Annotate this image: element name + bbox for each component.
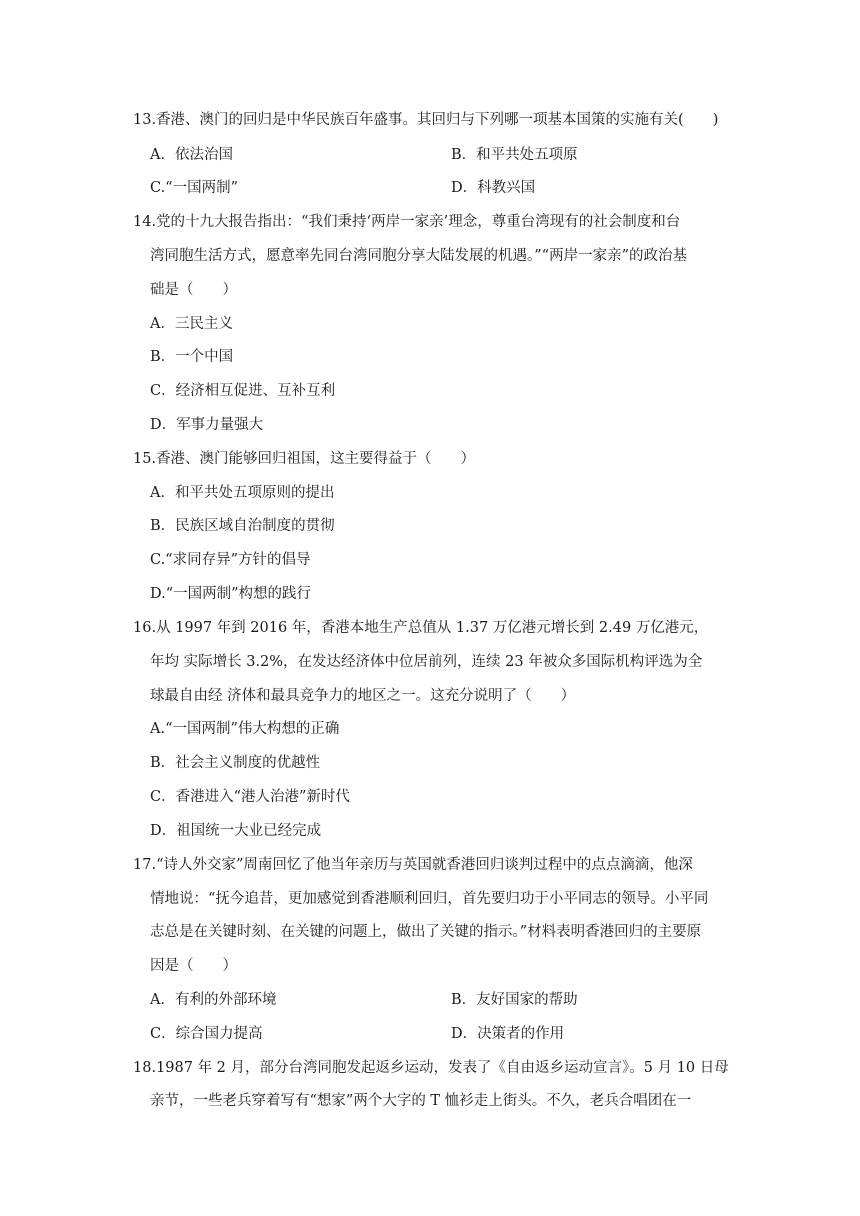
question-14-text-1: 党的十九大报告指出：“我们秉持‘两岸一家亲’理念，尊重台湾现有的社会制度和台 <box>156 214 681 230</box>
question-18-stem <box>133 1058 729 1078</box>
question-13-option-d: D．科教兴国 <box>451 180 536 196</box>
question-16-text-1: 从 1997 年到 2016 年，香港本地生产总值从 1.37 万亿港元增长到 2.49 万亿港元， <box>156 620 709 636</box>
question-17-stem <box>133 855 693 875</box>
question-13-option-c: C.“一国两制” <box>150 180 239 196</box>
question-16-option-c: C．香港进入“港人治港”新时代 <box>150 789 350 805</box>
question-14-stem <box>133 212 680 232</box>
question-14-option-b: B．一个中国 <box>150 349 234 365</box>
question-18-text-2: 亲节，一些老兵穿着写有“想家”两个大字的 T 恤衫走上街头。不久，老兵合唱团在一 <box>150 1093 692 1109</box>
question-16-option-a: A.“一国两制”伟大构想的正确 <box>150 721 340 737</box>
question-14-option-c: C．经济相互促进、互补互利 <box>150 383 336 399</box>
question-17-option-a: A．有利的外部环境 <box>150 992 277 1008</box>
question-18-number: 18. <box>133 1060 157 1076</box>
question-16-number: 16. <box>133 620 157 636</box>
question-17-number: 17. <box>133 857 157 873</box>
question-14-option-d: D．军事力量强大 <box>150 417 264 433</box>
question-15-option-d: D.“一国两制”构想的践行 <box>150 586 312 602</box>
question-15-option-b: B．民族区域自治制度的贯彻 <box>150 518 335 534</box>
question-16-option-d: D．祖国统一大业已经完成 <box>150 823 322 839</box>
question-14-text-2: 湾同胞生活方式，愿意率先同台湾同胞分享大陆发展的机遇。”“两岸一家亲”的政治基 <box>150 248 687 264</box>
question-16-text-3: 球最自由经 济体和最具竞争力的地区之一。这充分说明了（ ） <box>150 688 576 704</box>
question-13-text: 香港、澳门的回归是中华民族百年盛事。其回归与下列哪一项基本国策的实施有关( ) <box>156 112 719 128</box>
question-16-text-2: 年均 实际增长 3.2%，在发达经济体中位居前列，连续 23 年被众多国际机构评选为全 <box>150 654 703 670</box>
question-15-number: 15. <box>133 451 157 467</box>
question-13-option-b: B．和平共处五项原 <box>451 147 578 163</box>
question-15-stem <box>133 449 475 469</box>
question-17-text-4: 因是（ ） <box>150 958 237 974</box>
question-17-option-d: D．决策者的作用 <box>451 1026 565 1042</box>
question-16-option-b: B．社会主义制度的优越性 <box>150 755 321 771</box>
question-17-text-2: 情地说：“抚今追昔，更加感觉到香港顺利回归，首先要归功于小平同志的领导。小平同 <box>150 891 709 907</box>
question-15-option-c: C.“求同存异”方针的倡导 <box>150 552 311 568</box>
question-13-stem <box>133 110 718 130</box>
question-15-text: 香港、澳门能够回归祖国，这主要得益于（ ） <box>156 451 476 467</box>
question-18-text-1: 1987 年 2 月，部分台湾同胞发起返乡运动，发表了《自由返乡运动宣言》。5 月 10 日母 <box>156 1060 729 1076</box>
question-17-option-b: B．友好国家的帮助 <box>451 992 578 1008</box>
question-17-text-1: “诗人外交家”周南回忆了他当年亲历与英国就香港回归谈判过程中的点点滴滴，他深 <box>156 857 693 873</box>
question-15-option-a: A．和平共处五项原则的提出 <box>150 485 335 501</box>
question-14-text-3: 础是（ ） <box>150 282 237 298</box>
question-16-stem <box>133 618 708 638</box>
question-13-option-a: A．依法治国 <box>150 147 233 163</box>
question-17-option-c: C．综合国力提高 <box>150 1026 263 1042</box>
question-14-number: 14. <box>133 214 157 230</box>
question-14-option-a: A．三民主义 <box>150 316 233 332</box>
question-13-number: 13. <box>133 112 157 128</box>
question-17-text-3: 志总是在关键时刻、在关键的问题上，做出了关键的指示。”材料表明香港回归的主要原 <box>150 924 702 940</box>
